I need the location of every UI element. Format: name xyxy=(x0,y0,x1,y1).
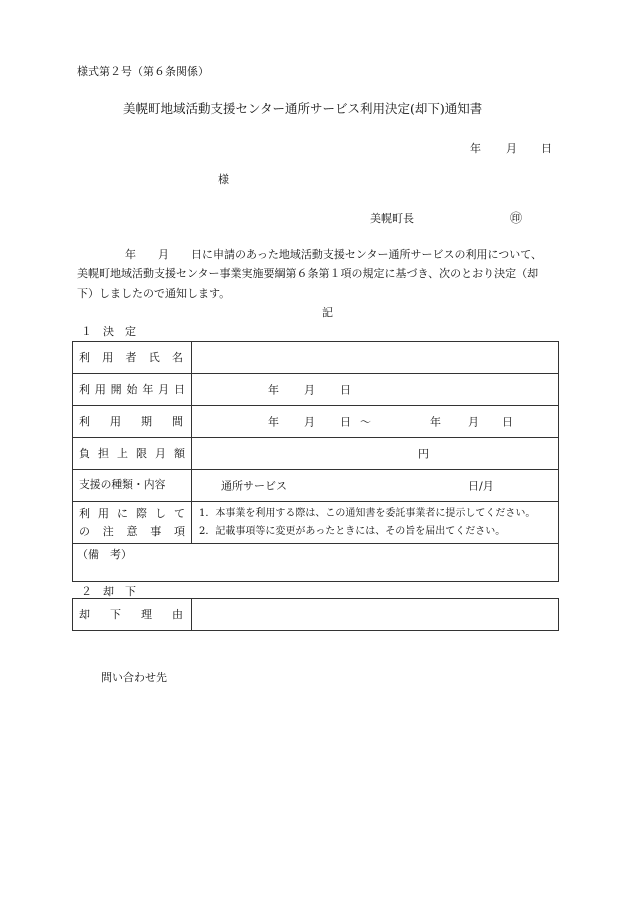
rejection-reason-row xyxy=(73,599,559,631)
rejection-reason-label: 却 下 理 由 xyxy=(73,599,192,631)
body-line-3: 下）しましたので通知します。 xyxy=(77,287,231,300)
remarks-cell xyxy=(73,544,559,582)
period-value: 年 月 日 ～ 年 月 日 xyxy=(192,406,559,438)
section1-number: １ xyxy=(81,325,92,338)
user-name-label: 利 用 者 氏 名 xyxy=(73,342,192,374)
limit-value: 円 xyxy=(192,438,559,470)
period-row xyxy=(73,406,559,438)
document-title: 美幌町地域活動支援センター通所サービス利用決定(却下)通知書 xyxy=(123,101,483,116)
body-line-1: 年 月 日に申請のあった地域活動支援センター通所サービスの利用について、 xyxy=(125,248,543,261)
section2-heading: 却 下 xyxy=(103,585,136,598)
addressee-suffix: 様 xyxy=(218,173,229,186)
limit-label: 負 担 上 限 月 額 xyxy=(73,438,192,470)
remarks-row xyxy=(73,544,559,582)
note-item-1: 1．本事業を利用する際は、この通知書を委託事業者に提示してください。 xyxy=(199,507,536,519)
start-date-value: 年 月 日 xyxy=(192,374,559,406)
support-value: 通所サービス 日/月 xyxy=(192,470,559,502)
user-name-value xyxy=(192,342,559,374)
rejection-table xyxy=(72,598,559,631)
rejection-reason-value xyxy=(192,599,559,631)
form-number: 様式第２号（第６条関係） xyxy=(77,65,209,78)
start-date-label: 利 用 開 始 年 月 日 xyxy=(73,374,192,406)
section1-heading: 決 定 xyxy=(103,325,136,338)
remarks-label: （備 考） xyxy=(77,548,132,561)
date-year-label: 年 xyxy=(470,142,481,155)
decision-table xyxy=(72,341,559,582)
date-month-label: 月 xyxy=(506,142,517,155)
issuer-name: 美幌町長 xyxy=(370,212,414,225)
date-day-label: 日 xyxy=(541,142,552,155)
limit-row xyxy=(73,438,559,470)
notes-row xyxy=(73,502,559,544)
notes-value xyxy=(192,502,559,544)
seal-mark: ㊞ xyxy=(510,211,523,225)
support-label: 支援の種類・内容 xyxy=(73,470,192,502)
contact-label: 問い合わせ先 xyxy=(101,671,167,684)
section2-number: ２ xyxy=(81,585,92,598)
period-label: 利 用 期 間 xyxy=(73,406,192,438)
start-date-row xyxy=(73,374,559,406)
note-item-2: 2．記載事項等に変更があったときには、その旨を届出てください。 xyxy=(199,525,506,537)
support-row xyxy=(73,470,559,502)
ki-mark: 記 xyxy=(322,306,333,319)
body-line-2: 美幌町地域活動支援センター事業実施要綱第６条第１項の規定に基づき、次のとおり決定（却 xyxy=(77,267,539,280)
user-name-row xyxy=(73,342,559,374)
notes-label: 利 用 に 際 し て の 注 意 事 項 xyxy=(73,502,192,544)
